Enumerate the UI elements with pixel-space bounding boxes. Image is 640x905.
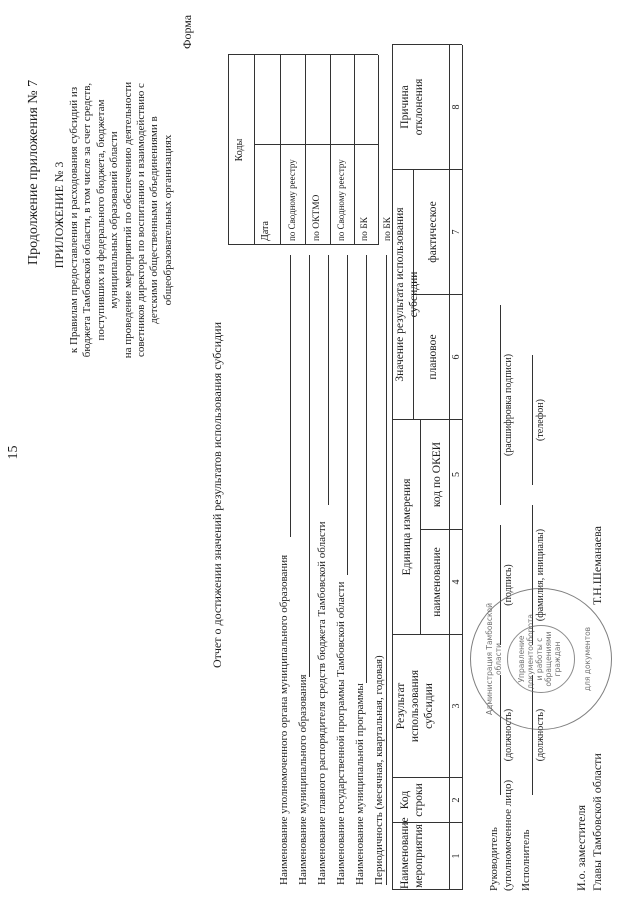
field-periodicity-label: Периодичность (месячная, квартальная, годовая) (373, 655, 385, 885)
report-title: Отчет о достижении значений результатов использования субсидии (210, 321, 224, 669)
col-number: 1 (451, 853, 462, 859)
field-municipality-line (309, 255, 310, 677)
codes-row-label: по БК (360, 216, 370, 241)
deputy-title-line1: И.о. заместителя (574, 804, 588, 891)
field-state-program-label: Наименование государственной программы Тамбовской области (335, 581, 347, 885)
head-sub-label: (уполномоченное лицо) (502, 779, 514, 891)
rules-title: ПРИЛОЖЕНИЕ № 3 (52, 161, 66, 269)
col-number: 2 (451, 797, 462, 803)
codes-row-label: Дата (260, 221, 271, 241)
col-header-value: Значение результата использования субсидии (394, 207, 420, 382)
rules-line: поступивших из федерального бюджета, бюджетам (94, 99, 107, 341)
field-manager-line (328, 255, 329, 505)
deputy-title-line2: Главы Тамбовской области (590, 753, 604, 891)
col-header-code: Код строки (399, 783, 425, 817)
rules-line: к Правилам предоставления и расходования субсидий из (68, 86, 80, 354)
rules-line: общеобразовательных организациях (161, 134, 174, 306)
phone-hint: (телефон) (535, 399, 546, 441)
codes-header: Коды (234, 138, 245, 162)
rules-line: бюджета Тамбовской области, в том числе за счет средств, (81, 82, 94, 358)
page-number: 15 (6, 445, 21, 460)
codes-row-label: по Сводному реестру (336, 159, 346, 241)
field-periodicity-line (386, 255, 387, 885)
col-number: 3 (451, 703, 462, 709)
stamp-text: для документов (583, 626, 592, 692)
rules-line: детскими общественными объединениями в (148, 116, 161, 324)
rules-line: муниципальных образований области (108, 131, 121, 309)
field-municipality-label: Наименование муниципального образования (297, 674, 309, 885)
field-municipal-program-label: Наименование муниципальной программы (354, 683, 366, 885)
head-label: Руководитель (488, 827, 500, 891)
col-header-event: Наименование мероприятия (399, 817, 425, 889)
rules-line: советников директора по воспитанию и взаимодействию с (135, 83, 148, 357)
field-manager-label: Наименование главного распорядителя средств бюджета Тамбовской области (316, 521, 328, 885)
col-header-unit: Единица измерения (401, 478, 413, 576)
field-authority-line (290, 255, 291, 537)
stamp-text: Администрация Тамбовской области (485, 603, 503, 715)
col-number: 4 (451, 579, 462, 585)
official-stamp (470, 588, 612, 730)
field-municipal-program-line (366, 255, 367, 683)
stamp-text: Управление документооборота и работы с обращениями граждан (517, 614, 562, 689)
col-header-reason: Причина отклонения (399, 78, 425, 136)
codes-row-label: по Сводному реестру (287, 159, 297, 241)
executor-name-hint: (фамилия, инициалы) (535, 528, 546, 622)
col-number: 6 (451, 354, 462, 360)
codes-row-label: по БК (383, 216, 393, 241)
field-authority-label: Наименование уполномоченного органа муниципального образования (278, 554, 290, 885)
executor-label: Исполнитель (520, 829, 532, 891)
signature-hint: (подпись) (503, 564, 514, 606)
deputy-name: Т.Н.Шеманаева (590, 526, 604, 605)
col-number: 7 (451, 229, 462, 235)
col-header-actual: фактическое (427, 201, 439, 263)
rules-text (68, 5, 175, 435)
col-number: 5 (451, 472, 462, 477)
form-label: Форма (180, 14, 194, 49)
col-number: 8 (451, 104, 462, 110)
col-header-unit-name: наименование (431, 547, 443, 617)
field-state-program-line (347, 255, 348, 575)
rules-line: на проведение мероприятий по обеспечению деятельности (121, 81, 134, 359)
col-header-result: Результат использования субсидии (395, 669, 435, 743)
col-header-unit-okei: код по ОКЕИ (431, 441, 443, 508)
position-hint: (должность) (503, 708, 514, 762)
col-header-planned: плановое (427, 334, 439, 380)
codes-row-label: по ОКТМО (312, 194, 322, 241)
phone-line (532, 355, 533, 485)
executor-position-hint: (должность) (535, 708, 546, 762)
appendix-header: Продолжение приложения № 7 (26, 79, 41, 265)
decoding-hint: (расшифровка подписи) (503, 353, 514, 457)
decoding-line (500, 305, 501, 505)
